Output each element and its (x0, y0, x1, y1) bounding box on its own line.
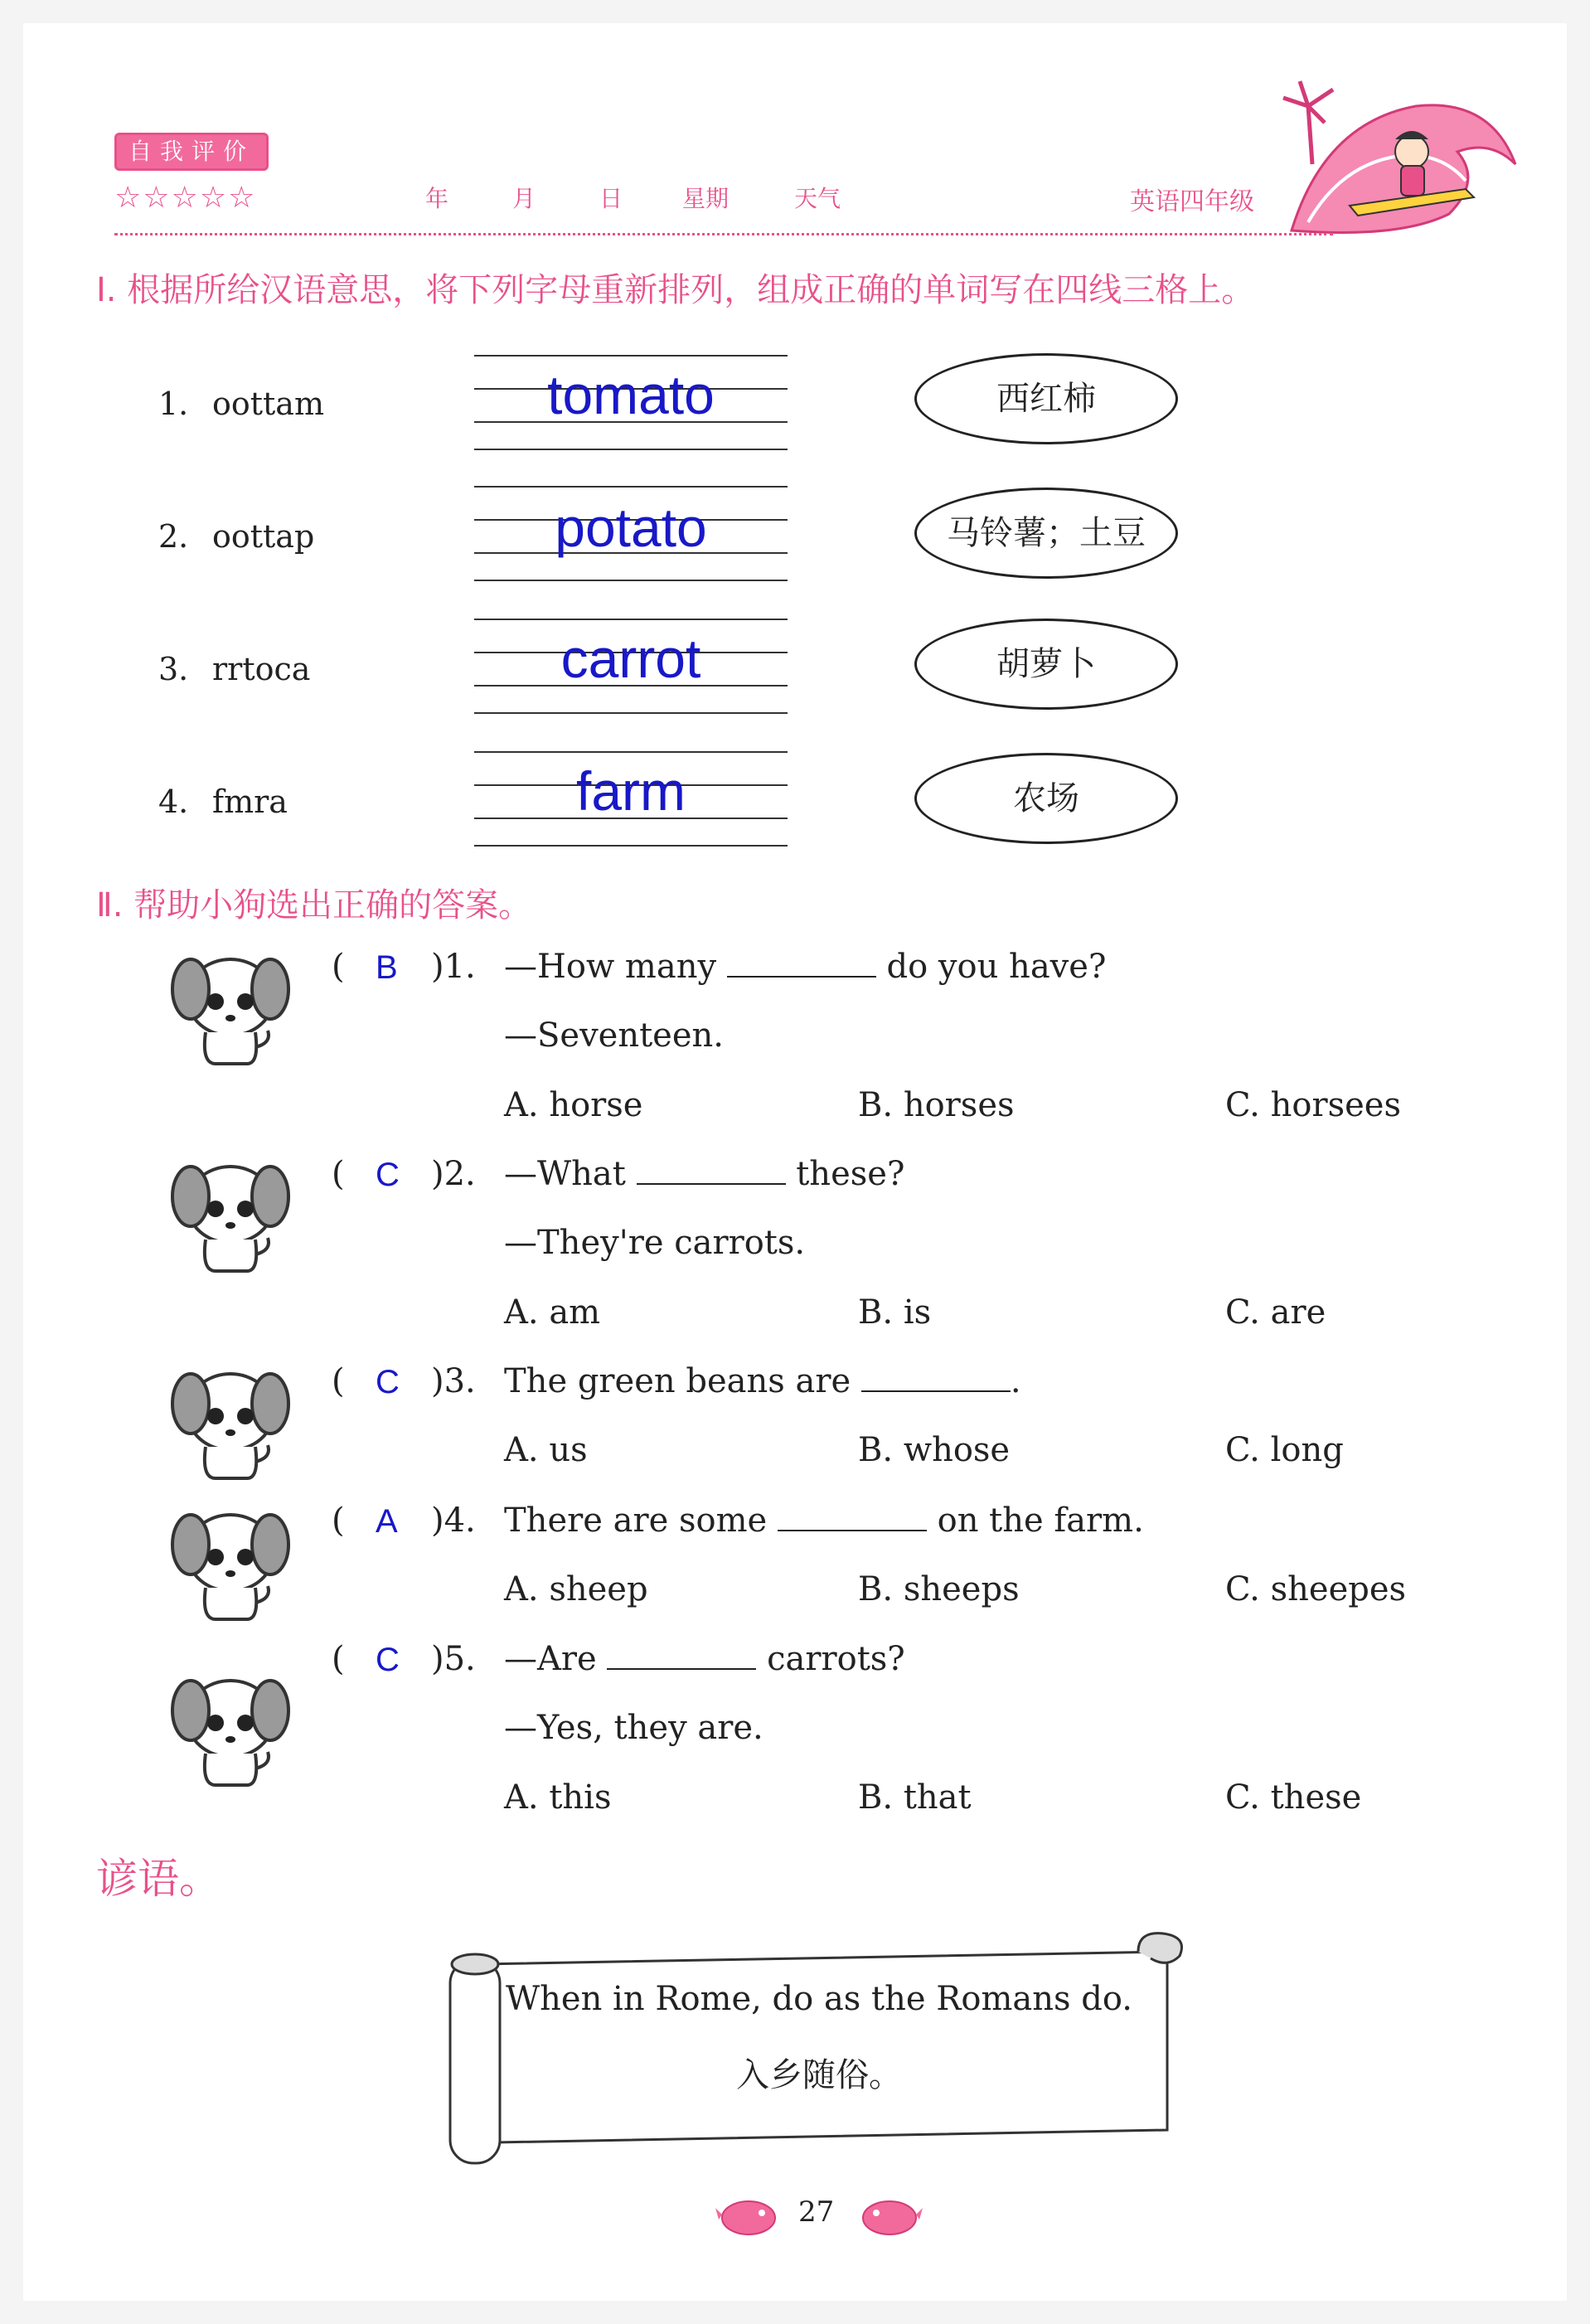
bird-right-icon (856, 2191, 923, 2241)
page-number: 27 (798, 2195, 835, 2229)
item-1-number: 1. (158, 386, 189, 422)
q5-paren-open: ( (332, 1640, 345, 1678)
q1-line2: —Seventeen. (504, 1016, 724, 1055)
q2-stem (504, 1155, 904, 1193)
q2-stem-part-b: these? (796, 1155, 905, 1193)
puppy-icon (164, 1661, 297, 1793)
header-divider (114, 233, 1333, 235)
q4-blank (778, 1506, 927, 1531)
q5-number: )5. (431, 1640, 476, 1678)
q1-stem-part-a: —How many (504, 948, 717, 986)
q4-paren-open: ( (332, 1502, 345, 1540)
grade-label: 英语四年级 (1130, 187, 1254, 216)
q1-stem-part-b: do you have? (886, 948, 1107, 986)
workbook-page (23, 23, 1567, 2301)
item-1-answer: tomato (547, 364, 715, 425)
item-4-meaning: 农场 (914, 753, 1178, 844)
q5-line2: —Yes, they are. (504, 1709, 763, 1747)
q1-blank (727, 953, 876, 978)
q4-stem-part-a: There are some (504, 1502, 768, 1540)
item-1-scrambled: oottam (212, 386, 324, 422)
q3-number: )3. (431, 1362, 476, 1400)
weather-label: 天气 (794, 185, 841, 212)
q5-stem-part-a: —Are (504, 1640, 597, 1678)
q2-option-a: A. am (504, 1293, 601, 1332)
q5-option-b: B. that (858, 1778, 972, 1817)
q3-paren-open: ( (332, 1362, 345, 1400)
q1-option-b: B. horses (858, 1086, 1015, 1124)
q2-line2: —They're carrots. (504, 1224, 806, 1262)
item-1-meaning: 西红柿 (914, 353, 1178, 444)
section-2-title: Ⅱ. 帮助小狗选出正确的答案。 (96, 886, 532, 924)
q4-option-a: A. sheep (504, 1570, 648, 1608)
q5-option-c: C. these (1225, 1778, 1362, 1817)
q3-option-b: B. whose (858, 1431, 1011, 1469)
date-day-label: 日 (599, 185, 623, 212)
puppy-icon (164, 939, 297, 1072)
date-year-label: 年 (425, 185, 449, 212)
q2-option-b: B. is (858, 1293, 932, 1332)
item-3-number: 3. (158, 651, 189, 687)
q2-number: )2. (431, 1155, 476, 1193)
q3-option-a: A. us (504, 1431, 588, 1469)
q3-blank (861, 1367, 1011, 1392)
item-2-answer: potato (555, 497, 707, 558)
bird-left-icon (715, 2191, 782, 2241)
item-3-scrambled: rrtoca (212, 651, 311, 687)
q2-paren-open: ( (332, 1155, 345, 1193)
q1-option-c: C. horsees (1225, 1086, 1401, 1124)
puppy-icon (164, 1354, 297, 1487)
q4-answer: A (376, 1503, 398, 1540)
q5-stem (504, 1640, 905, 1678)
q5-option-a: A. this (504, 1778, 612, 1817)
q1-answer: B (376, 949, 398, 986)
item-3-meaning: 胡萝卜 (914, 619, 1178, 710)
puppy-icon (164, 1147, 297, 1279)
item-4-number: 4. (158, 784, 189, 820)
q4-option-c: C. sheepes (1225, 1570, 1407, 1608)
q4-option-b: B. sheeps (858, 1570, 1020, 1608)
proverb-scroll (446, 1927, 1192, 2167)
q3-stem-part-b: . (1010, 1362, 1021, 1400)
q2-option-c: C. are (1225, 1293, 1326, 1332)
q2-answer: C (376, 1157, 400, 1193)
q3-option-c: C. long (1225, 1431, 1344, 1469)
item-2-scrambled: oottap (212, 518, 315, 555)
q4-number: )4. (431, 1502, 476, 1540)
proverb-title: 谚语。 (96, 1855, 221, 1903)
q5-answer: C (376, 1642, 400, 1678)
q5-blank (607, 1645, 756, 1670)
item-4-answer: farm (576, 760, 686, 822)
section-1-title: Ⅰ. 根据所给汉语意思，将下列字母重新排列，组成正确的单词写在四线三格上。 (96, 271, 1255, 309)
q4-stem-part-b: on the farm. (937, 1502, 1144, 1540)
self-evaluation-badge: 自我评价 (114, 133, 269, 171)
rating-stars: ☆☆☆☆☆ (114, 181, 257, 215)
item-3-answer: carrot (560, 628, 701, 689)
weekday-label: 星期 (682, 185, 730, 212)
q5-stem-part-b: carrots? (767, 1640, 905, 1678)
item-2-meaning: 马铃薯；土豆 (914, 488, 1178, 579)
q1-option-a: A. horse (504, 1086, 643, 1124)
proverb-english: When in Rome, do as the Romans do. (506, 1980, 1132, 2018)
q4-stem (504, 1502, 1144, 1540)
q1-paren-open: ( (332, 948, 345, 986)
item-4-scrambled: fmra (212, 784, 288, 820)
q1-number: )1. (431, 948, 476, 986)
date-month-label: 月 (512, 185, 536, 212)
q3-stem (504, 1362, 1021, 1400)
surfer-wave-illustration (1275, 73, 1524, 239)
q2-blank (637, 1160, 786, 1185)
q1-stem (504, 948, 1106, 986)
puppy-icon (164, 1495, 297, 1628)
item-2-number: 2. (158, 518, 189, 555)
q2-stem-part-a: —What (504, 1155, 626, 1193)
proverb-chinese: 入乡随俗。 (736, 2056, 902, 2094)
q3-answer: C (376, 1364, 400, 1400)
q3-stem-part-a: The green beans are (504, 1362, 851, 1400)
